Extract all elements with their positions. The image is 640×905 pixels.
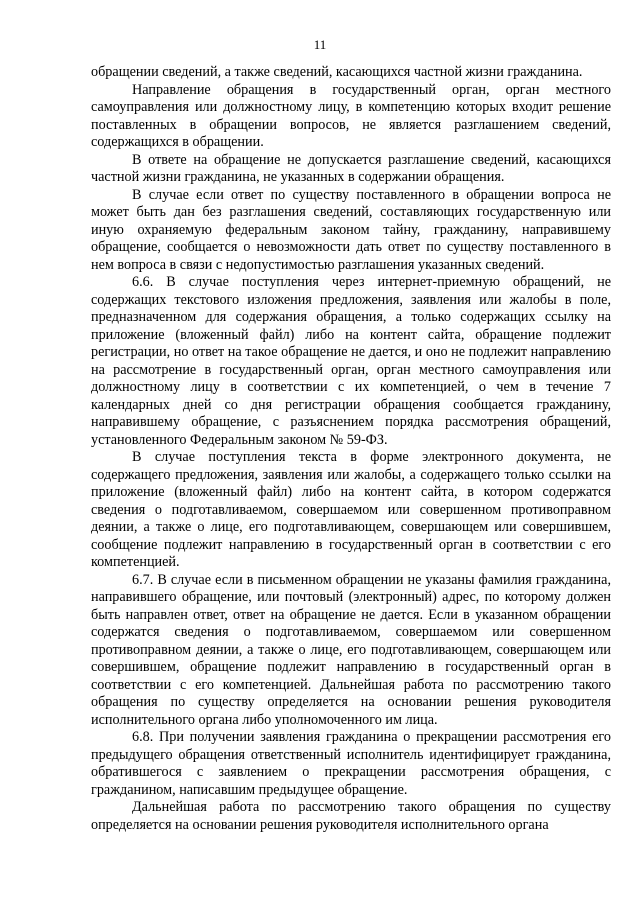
document-body: [91, 64, 611, 834]
page-number: 11: [313, 37, 327, 52]
paragraph-6-7: 6.7. В случае если в письменном обращении не указаны фамилия гражданина, направившего обращение, или почтовый (электронный) адрес, по которому должен быть направлен ответ, ответ на обращение не дается. Если в указанном обращении содержатся сведения о подготавливаемом, совершаемом или совершенном противоправном деянии, а также о лице, его подготавливающем, совершающем или совершившем, обращение подлежит направлению в государственный орган в соответствии с его компетенцией. Дальнейшая работа по рассмотрению такого обращения по существу определяется на основании решения руководителя исполнительного органа либо уполномоченного им лица.: [91, 571, 611, 728]
paragraph-electronic-document: В случае поступления текста в форме электронного документа, не содержащего предложения, заявления или жалобы, а содержащего только ссылки на приложение (вложенный файл) либо на контент сайта, в котором содержатся сведения о подготавливаемом, совершаемом или совершенном противоправном деянии, а также о лице, его подготавливающем, совершающем или совершившем, сообщение подлежит направлению в государственный орган в соответствии с его компетенцией.: [91, 449, 611, 570]
paragraph-forwarding: Направление обращения в государственный орган, орган местного самоуправления или должностному лицу, в компетенцию которых входит решение поставленных в обращении вопросов, не является разглашением сведений, содержащихся в обращении.: [91, 81, 611, 150]
paragraph-state-secret: В случае если ответ по существу поставленного в обращении вопроса не может быть дан без разглашения сведений, составляющих государственную или иную охраняемую федеральным законом тайну, гражданину, направившему обращение, сообщается о невозможности дать ответ по существу поставленного в нем вопроса в связи с недопустимостью разглашения указанных сведений.: [91, 186, 611, 273]
paragraph-private-life: В ответе на обращение не допускается разглашение сведений, касающихся частной жизни гражданина, не указанных в содержании обращения.: [91, 151, 611, 185]
paragraph-6-6: 6.6. В случае поступления через интернет-приемную обращений, не содержащих текстового изложения предложения, заявления или жалобы в поле, предназначенном для содержания обращения, а только содержащих ссылку на приложение (вложенный файл) либо на контент сайта, обращение подлежит регистрации, но ответ на такое обращение не дается, и оно не подлежит направлению на рассмотрение в государственный орган, орган местного самоуправления или должностному лицу в соответствии с их компетенцией, о чем в течение 7 календарных дней со дня регистрации обращения сообщается гражданину, направившему обращение, с разъяснением порядка рассмотрения обращений, установленного Федеральным законом № 59-ФЗ.: [91, 274, 611, 448]
paragraph-further-work: Дальнейшая работа по рассмотрению такого обращения по существу определяется на основании решения руководителя исполнительного органа: [91, 799, 611, 833]
paragraph-6-8: 6.8. При получении заявления гражданина о прекращении рассмотрения его предыдущего обращения ответственный исполнитель идентифицирует гражданина, обратившегося с заявлением о прекращении рассмотрения обращения, с гражданином, написавшим предыдущее обращение.: [91, 729, 611, 798]
paragraph-continuation: обращении сведений, а также сведений, касающихся частной жизни гражданина.: [91, 64, 583, 80]
